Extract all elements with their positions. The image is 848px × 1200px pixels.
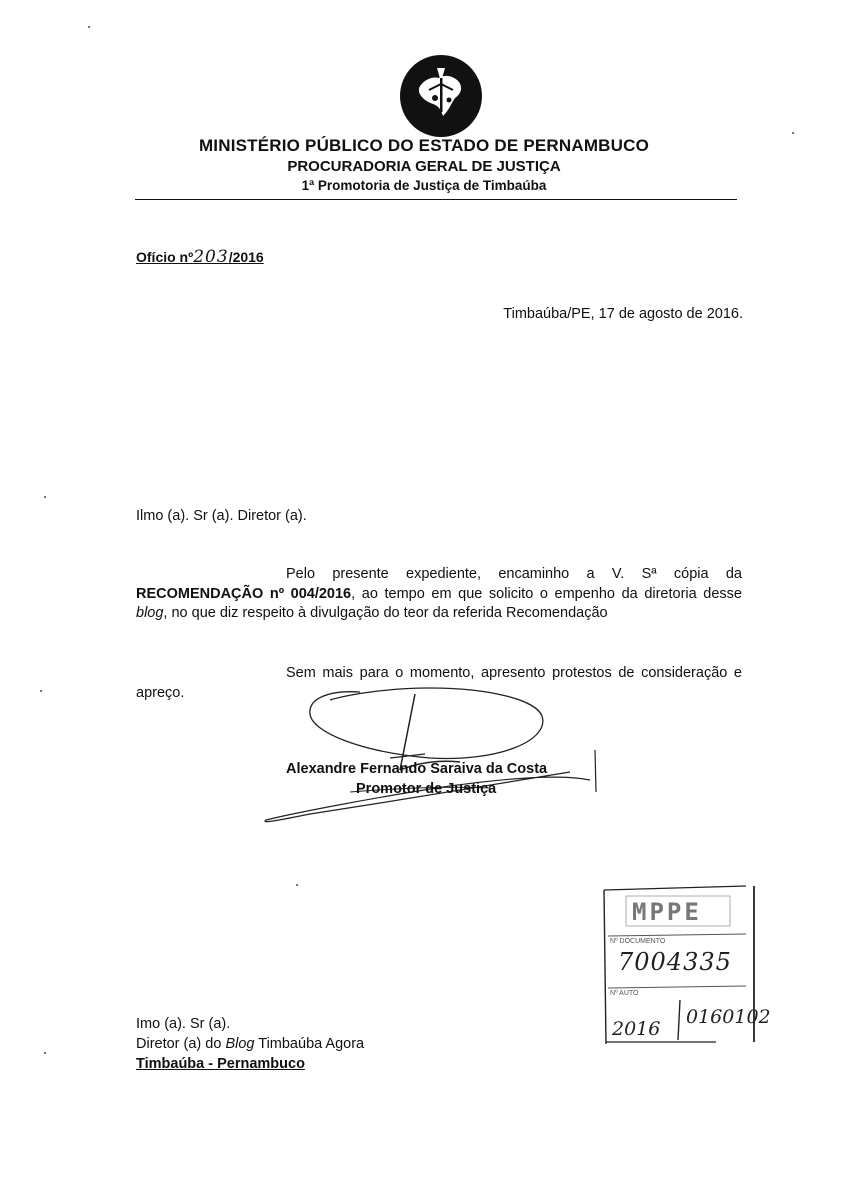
scan-speck [792,132,794,134]
oficio-suffix: /2016 [228,249,264,265]
p1-text-b: , ao tempo em que solicito o empenho da diretoria desse [351,585,743,602]
addressee-line-2 [136,1036,364,1052]
recommendation-reference: RECOMENDAÇÃO nº 004/2016 [136,585,352,602]
header-procuradoria: PROCURADORIA GERAL DE JUSTIÇA [287,158,561,175]
header-ministry: MINISTÉRIO PÚBLICO DO ESTADO DE PERNAMBUCO [198,136,650,155]
p1-text-c: , no que diz respeito à divulgação do teor da referida Recomendação [163,605,608,621]
protocol-stamp [596,884,786,1054]
handwritten-signature [250,680,630,840]
body-paragraph-1 [136,565,742,624]
salutation: Ilmo (a). Sr (a). Diretor (a). [136,508,307,524]
addressee-line-2b: Timbaúba Agora [254,1036,365,1052]
header-promotoria: 1ª Promotoria de Justiça de Timbaúba [301,178,547,193]
stamp-label-year: Nº AUTO [610,990,639,997]
stamp-label-number: Nº DOCUMENTO [610,938,666,945]
blog-word: blog [136,605,164,621]
addressee-location: Timbaúba - Pernambuco [136,1056,305,1072]
stamp-code: 0160102 [686,1006,771,1028]
addressee-line-2a: Diretor (a) do [136,1036,226,1052]
scan-speck [40,690,42,692]
scan-speck [44,1052,46,1054]
stamp-year: 2016 [612,1018,661,1040]
body-paragraph-2: Sem mais para o momento, apresento protestos de consideração e apreço. [136,665,742,701]
signatory-role: Promotor de Justiça [356,781,497,797]
date-line: Timbaúba/PE, 17 de agosto de 2016. [503,306,743,322]
scan-speck [88,26,90,28]
scan-speck [296,884,298,886]
oficio-prefix: Ofício nº [136,249,194,265]
header-divider [135,199,737,200]
addressee-blog-word: Blog [225,1036,255,1052]
p1-text-a: Pelo presente expediente, encaminho a V. Sª cópia da [286,566,742,582]
institution-emblem-icon [399,54,483,138]
oficio-number [136,247,264,267]
oficio-handwritten-number: 203 [193,247,229,267]
scan-speck [44,496,46,498]
addressee-line-1: Imo (a). Sr (a). [136,1016,231,1032]
stamp-org: MPPE [632,898,702,926]
stamp-number: 7004335 [618,948,732,976]
signatory-name: Alexandre Fernando Saraiva da Costa [286,761,548,777]
